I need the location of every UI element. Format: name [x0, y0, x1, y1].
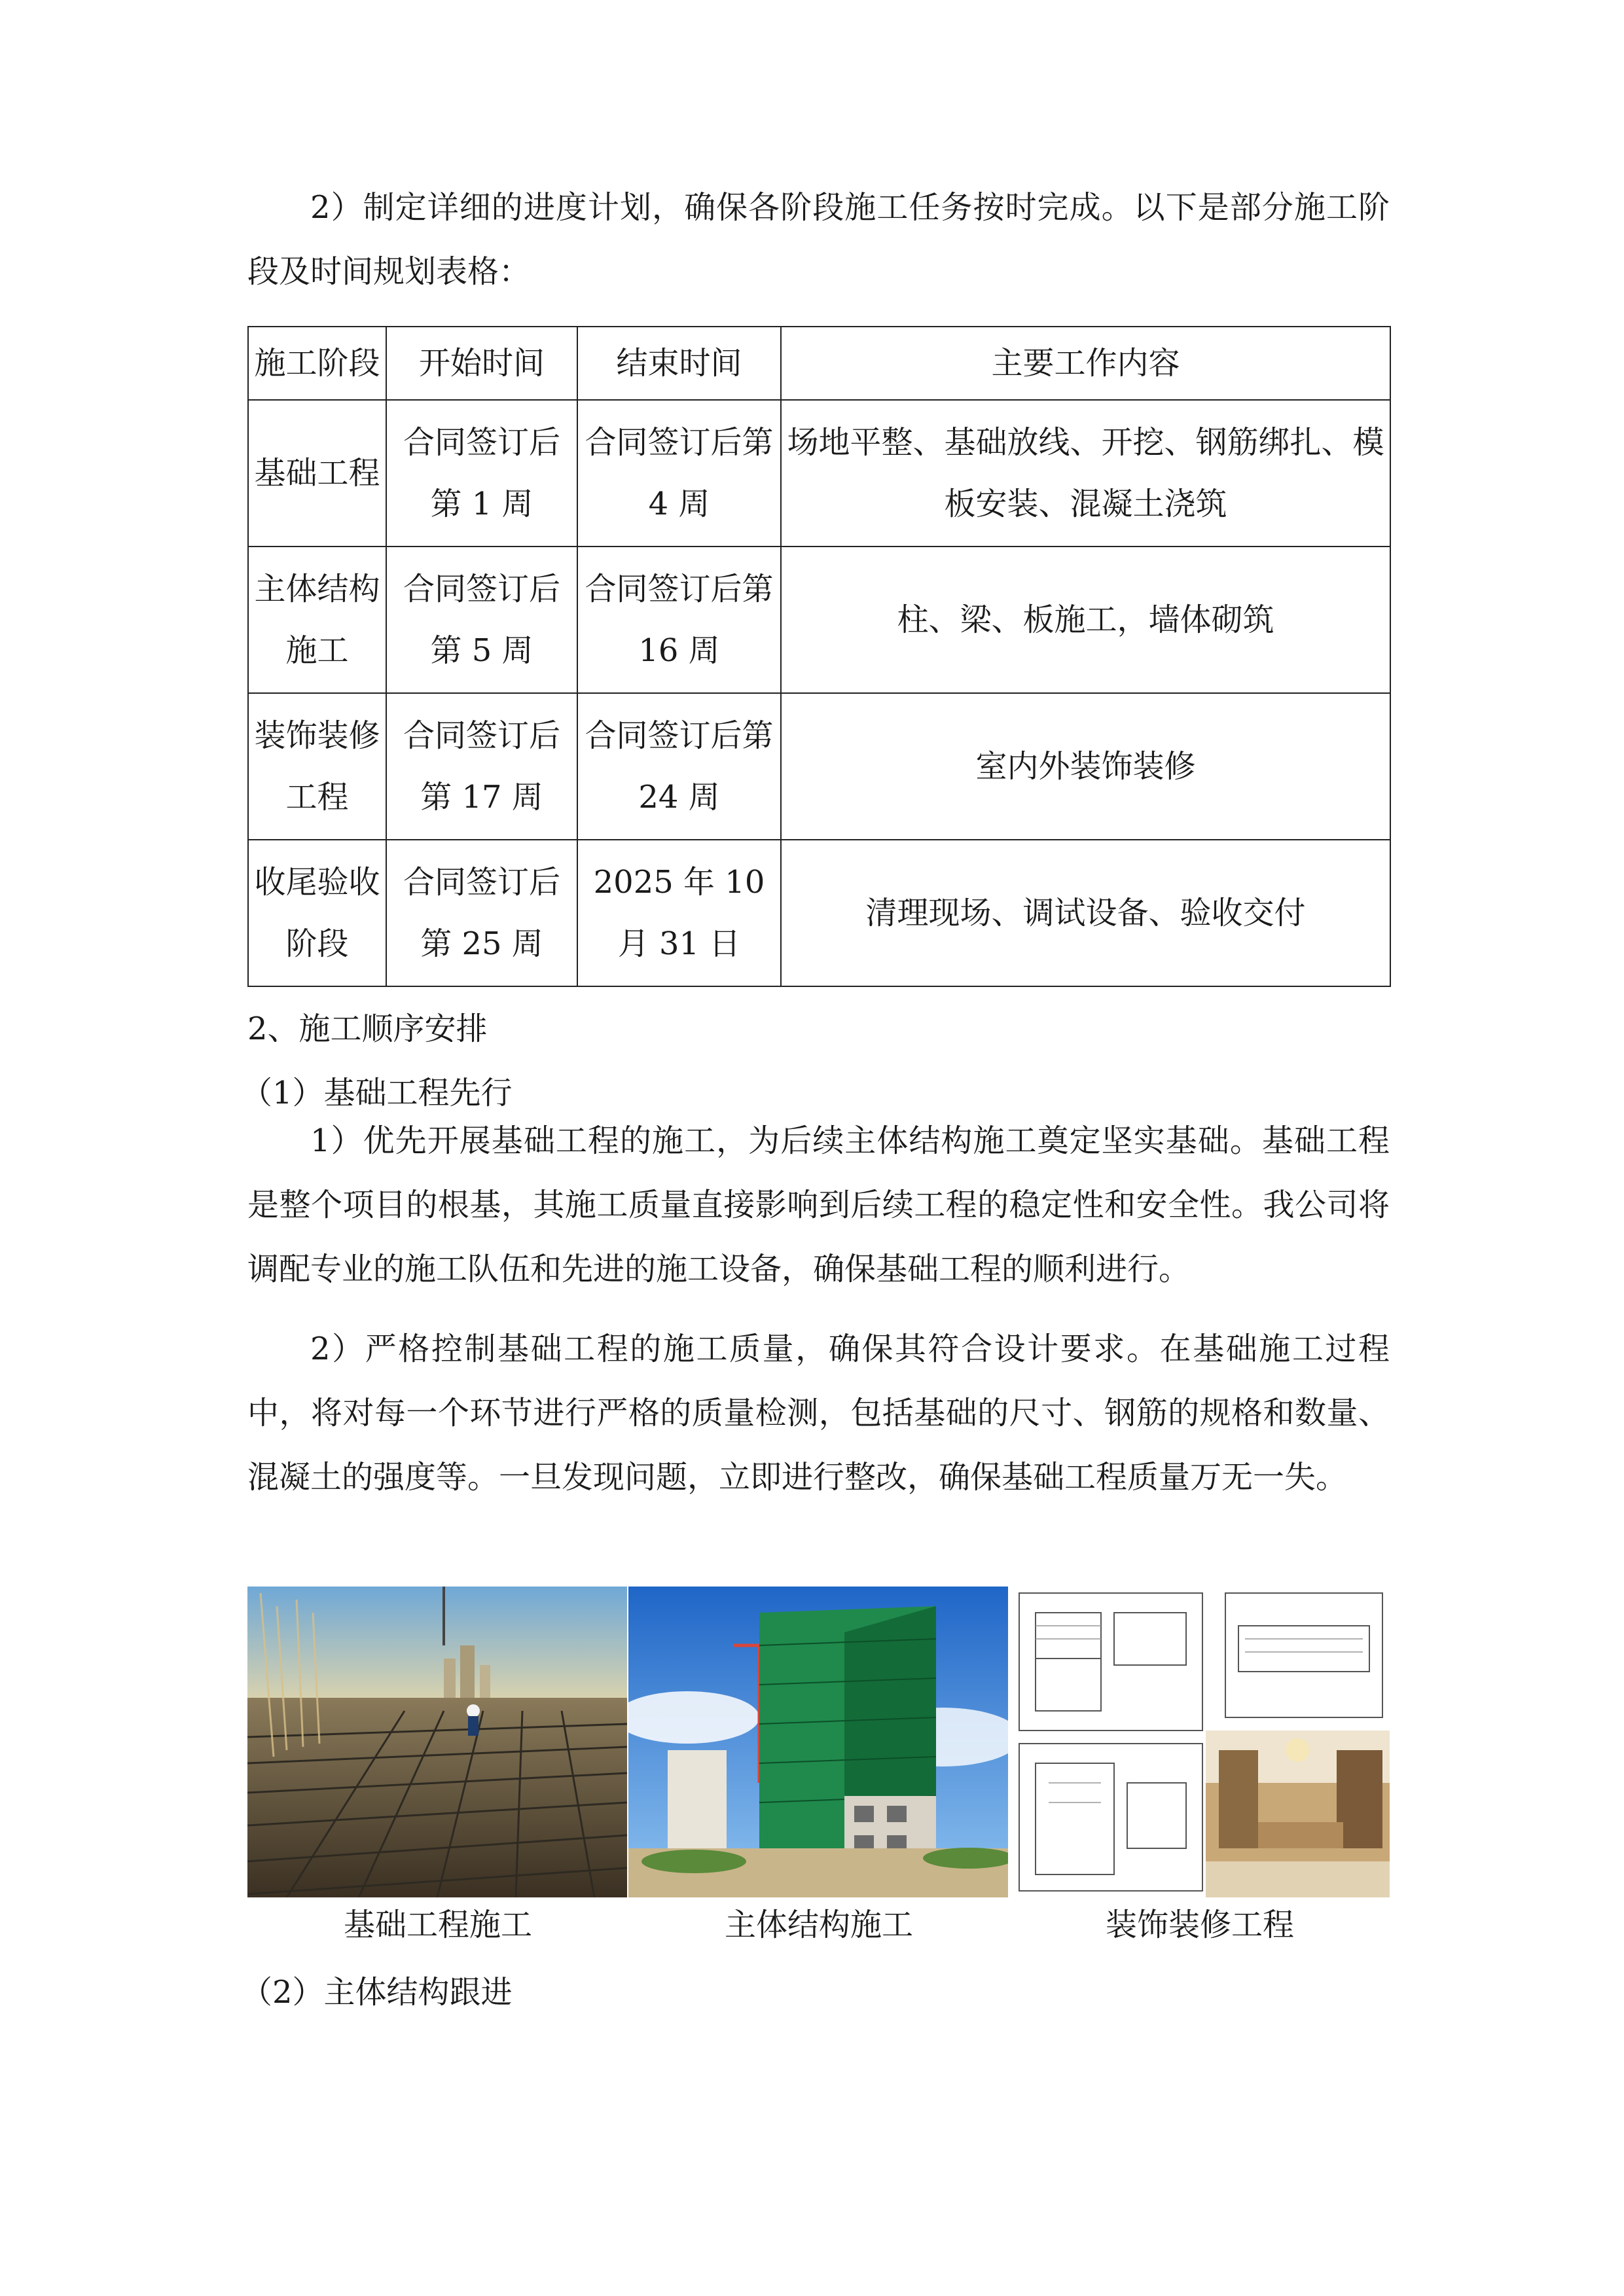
start-cell: 合同签订后第 5 周	[386, 547, 577, 693]
schedule-table	[247, 326, 1391, 987]
subsection-heading: （1）基础工程先行	[241, 1075, 513, 1111]
table-header-cell: 结束时间	[577, 327, 781, 400]
photo-strip	[247, 1587, 1390, 1897]
end-cell: 合同签订后第 4 周	[577, 400, 781, 547]
work-cell: 场地平整、基础放线、开挖、钢筋绑扎、模板安装、混凝土浇筑	[781, 400, 1390, 547]
table-row	[248, 840, 1390, 986]
end-cell: 2025 年 10 月 31 日	[577, 840, 781, 986]
work-cell: 柱、梁、板施工，墙体砌筑	[781, 547, 1390, 693]
photo-caption: 基础工程施工	[343, 1907, 532, 1943]
start-cell: 合同签订后第 1 周	[386, 400, 577, 547]
start-cell: 合同签订后第 17 周	[386, 693, 577, 840]
body-paragraph: 1）优先开展基础工程的施工，为后续主体结构施工奠定坚实基础。基础工程是整个项目的根基，其施工质量直接影响到后续工程的稳定性和安全性。我公司将调配专业的施工队伍和先进的施工设备，确保基础工程的顺利进行。	[247, 1122, 1390, 1287]
table-row	[248, 400, 1390, 547]
foundation-rebar-photo	[247, 1587, 627, 1897]
end-cell: 合同签订后第 24 周	[577, 693, 781, 840]
table-header-cell: 主要工作内容	[781, 327, 1390, 400]
table-header-row	[248, 327, 1390, 400]
intro-paragraph: 2）制定详细的进度计划，确保各阶段施工任务按时完成。以下是部分施工阶段及时间规划表格：	[247, 189, 1390, 290]
stage-cell: 装饰装修工程	[248, 693, 386, 840]
photo-caption: 装饰装修工程	[1105, 1907, 1294, 1943]
stage-cell: 收尾验收阶段	[248, 840, 386, 986]
interior-drawing-photo	[1009, 1587, 1390, 1897]
stage-cell: 基础工程	[248, 400, 386, 547]
building-scaffold-photo	[628, 1587, 1008, 1897]
end-cell: 合同签订后第 16 周	[577, 547, 781, 693]
work-cell: 清理现场、调试设备、验收交付	[781, 840, 1390, 986]
work-cell: 室内外装饰装修	[781, 693, 1390, 840]
photo-caption: 主体结构施工	[724, 1907, 913, 1943]
body-paragraph: 2）严格控制基础工程的施工质量，确保其符合设计要求。在基础施工过程中，将对每一个环节进行严格的质量检测，包括基础的尺寸、钢筋的规格和数量、混凝土的强度等。一旦发现问题，立即进行整改，确保基础工程质量万无一失。	[247, 1331, 1390, 1496]
stage-cell: 主体结构施工	[248, 547, 386, 693]
table-row	[248, 693, 1390, 840]
subsection-heading: （2）主体结构跟进	[241, 1974, 513, 2011]
table-row	[248, 547, 1390, 693]
start-cell: 合同签订后第 25 周	[386, 840, 577, 986]
table-header-cell: 开始时间	[386, 327, 577, 400]
section-heading: 2、施工顺序安排	[247, 1011, 488, 1047]
table-header-cell: 施工阶段	[248, 327, 386, 400]
